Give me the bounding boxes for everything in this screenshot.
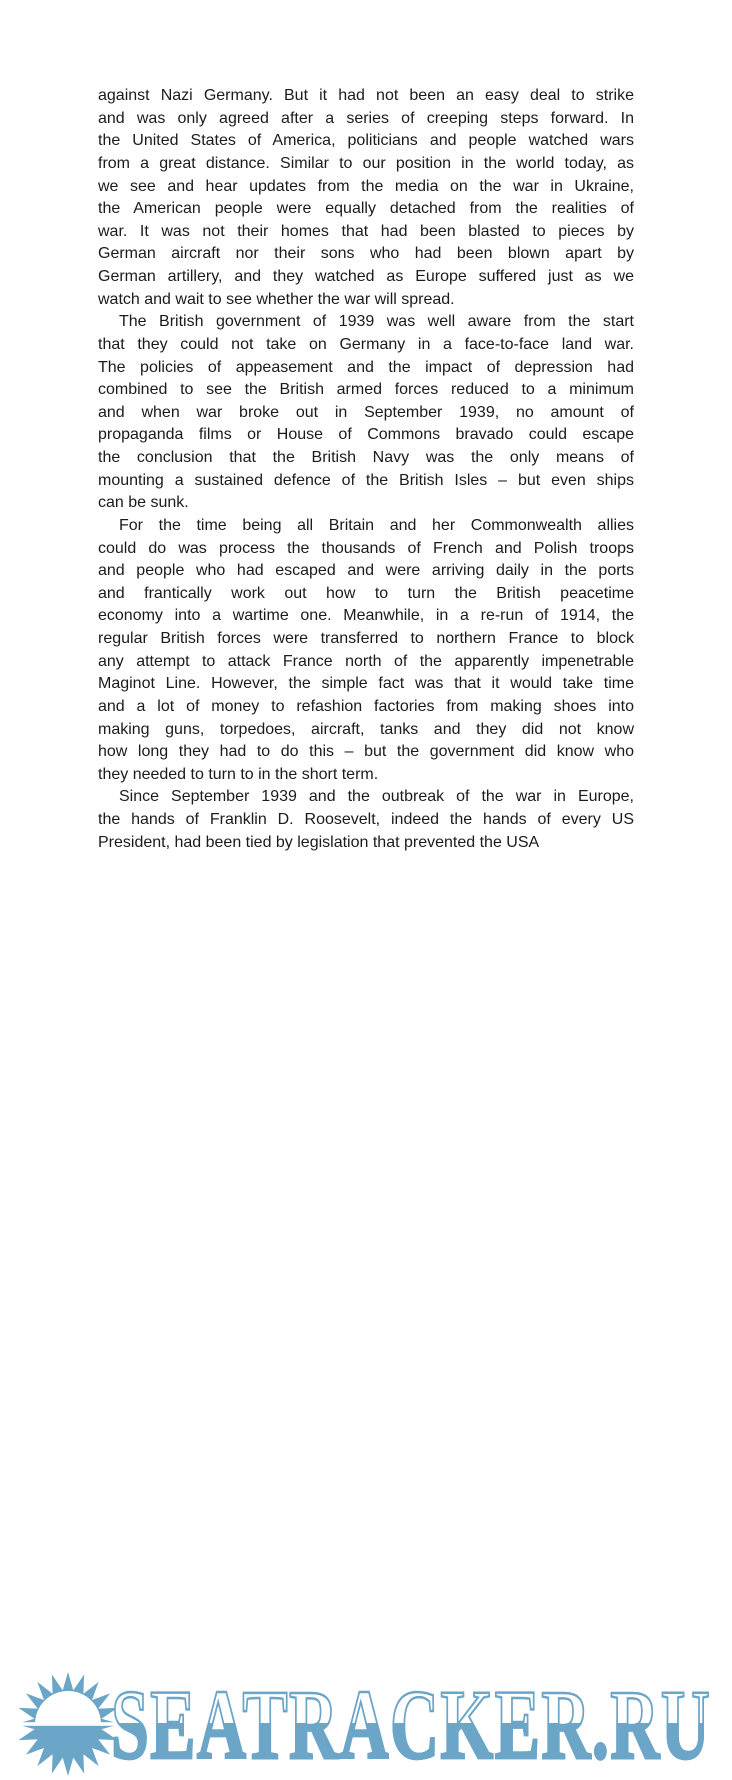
sun-rays	[16, 1672, 120, 1776]
text-line: Maginot Line. However, the simple fact was that it would take time	[98, 675, 634, 693]
text-line: German aircraft nor their sons who had been blown apart by	[98, 245, 634, 263]
sun-logo-icon	[12, 1668, 124, 1780]
text-line: and frantically work out how to turn the British peacetime	[98, 584, 634, 602]
text-line: that they could not take on Germany in a face-to-face land war.	[98, 335, 634, 353]
sun-upper-disc	[35, 1691, 101, 1724]
text-line: and people who had escaped and were arriving daily in the ports	[98, 562, 634, 580]
text-line: and when war broke out in September 1939, no amount of	[98, 403, 634, 421]
text-line: economy into a wartime one. Meanwhile, in a re-run of 1914, the	[98, 607, 634, 625]
watermark-text: SEATRACKER.RU	[111, 1669, 712, 1780]
text-line: any attempt to attack France north of the apparently impenetrable	[98, 652, 634, 670]
text-line: mounting a sustained defence of the British Isles – but even ships	[98, 471, 634, 489]
text-line: how long they had to do this – but the government did know who	[98, 743, 634, 761]
text-line: The British government of 1939 was well aware from the start	[119, 313, 634, 331]
sea-horizon-line	[12, 1722, 124, 1726]
text-line: could do was process the thousands of French and Polish troops	[98, 539, 634, 557]
text-line: regular British forces were transferred to northern France to block	[98, 630, 634, 647]
text-line: making guns, torpedoes, aircraft, tanks and they did not know	[98, 720, 634, 738]
text-line: the hands of Franklin D. Roosevelt, indeed the hands of every US	[98, 811, 634, 828]
text-line: German artillery, and they watched as Europe suffered just as we	[98, 268, 634, 285]
text-line: can be sunk.	[98, 494, 189, 512]
text-line: we see and hear updates from the media on the war in Ukraine,	[98, 177, 634, 195]
text-line: propaganda films or House of Commons bravado could escape	[98, 426, 634, 444]
text-line: and was only agreed after a series of creeping steps forward. In	[98, 109, 634, 127]
text-line: against Nazi Germany. But it had not been an easy deal to strike	[98, 87, 634, 104]
page-text-block	[98, 85, 634, 854]
text-line: combined to see the British armed forces reduced to a minimum	[98, 381, 634, 399]
text-line: Since September 1939 and the outbreak of the war in Europe,	[119, 788, 634, 806]
text-line: watch and wait to see whether the war will spread.	[98, 290, 455, 308]
text-line: the United States of America, politicians and people watched wars	[98, 132, 634, 150]
text-line: For the time being all Britain and her Commonwealth allies	[119, 516, 634, 534]
text-line: the American people were equally detached from the realities of	[98, 200, 634, 218]
text-line: and a lot of money to refashion factories from making shoes into	[98, 697, 634, 715]
text-line: the conclusion that the British Navy was the only means of	[98, 449, 634, 466]
text-line: they needed to turn to in the short term.	[98, 765, 379, 783]
text-line: President, had been tied by legislation that prevented the USA	[98, 833, 540, 851]
text-line: The policies of appeasement and the impact of depression had	[98, 358, 634, 376]
text-line: war. It was not their homes that had been blasted to pieces by	[98, 222, 634, 240]
text-line: from a great distance. Similar to our position in the world today, as	[98, 154, 634, 172]
